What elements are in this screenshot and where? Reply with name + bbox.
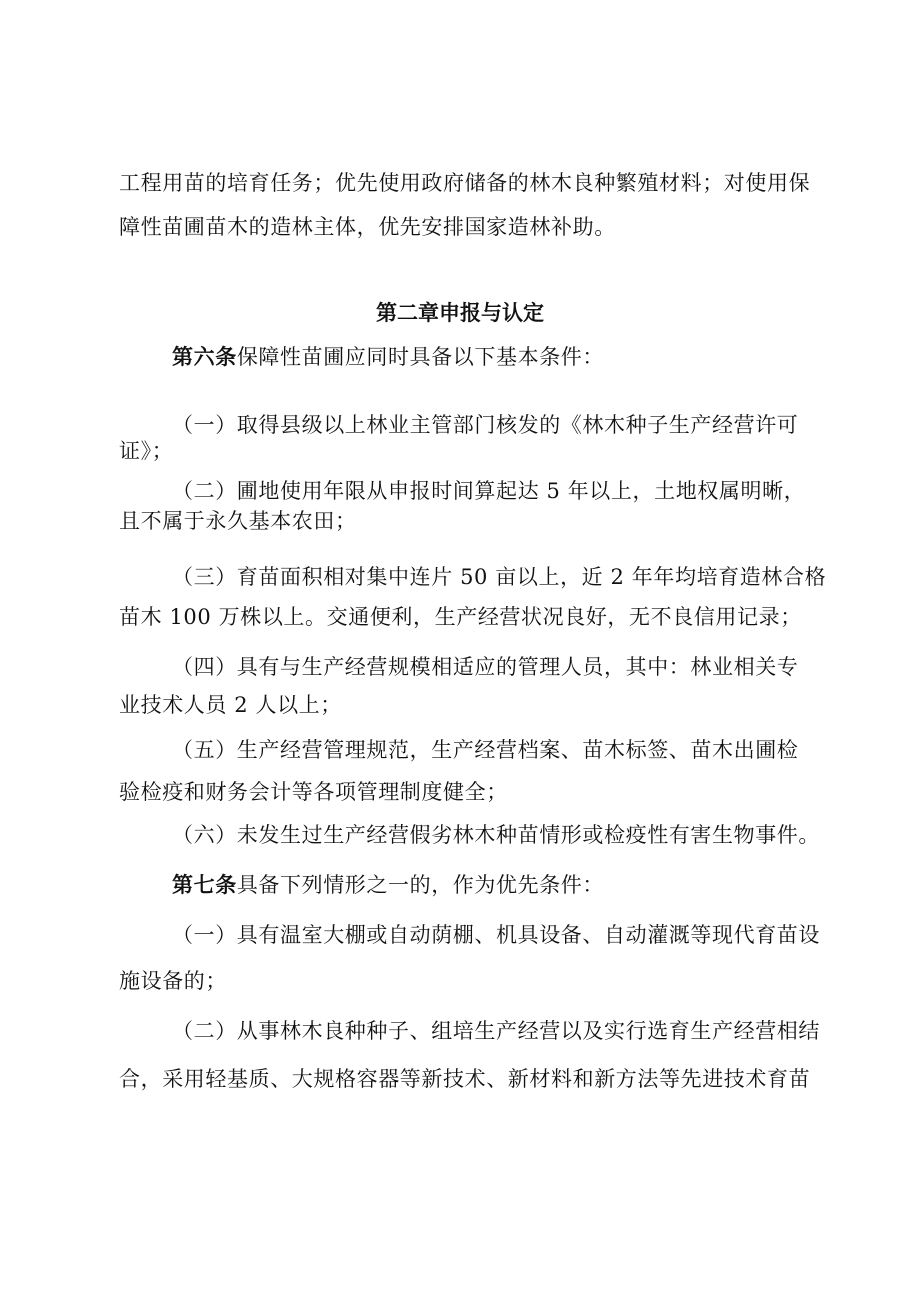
article-7-item-1: （一）具有温室大棚或自动荫棚、机具设备、自动灌溉等现代育苗设 (172, 923, 820, 947)
article-6-item-1-cont: 证》； (119, 439, 174, 463)
article-7-item-2: （二）从事林木良种种子、组培生产经营以及实行选育生产经营相结 (172, 1019, 820, 1043)
article-6-item-5: （五）生产经营管理规范，生产经营档案、苗木标签、苗木出圃检 (172, 738, 799, 762)
article-6-item-4-cont: 业技术人员 2 人以上； (119, 693, 342, 717)
article-6-text: 保障性苗圃应同时具备以下基本条件： (236, 345, 605, 369)
article-6-intro (172, 342, 872, 372)
article-6-item-3: （三）育苗面积相对集中连片 50 亩以上，近 2 年年均培育造林合格 (172, 565, 827, 589)
article-6-item-2: （二）圃地使用年限从申报时间算起达 5 年以上，土地权属明晰， (172, 479, 806, 503)
article-6-item-3-cont: 苗木 100 万株以上。交通便利，生产经营状况良好，无不良信用记录； (119, 605, 802, 629)
article-6-item-4: （四）具有与生产经营规模相适应的管理人员，其中：林业相关专 (172, 655, 799, 679)
article-6-item-6: （六）未发生过生产经营假劣林木种苗情形或检疫性有害生物事件。 (172, 823, 820, 847)
article-7-lead: 第七条 (172, 872, 237, 897)
article-6-item-5-cont: 验检疫和财务会计等各项管理制度健全； (119, 780, 508, 804)
article-7-item-1-cont: 施设备的； (119, 969, 227, 993)
article-7-text: 具备下列情形之一的，作为优先条件： (236, 873, 605, 897)
article-7-item-2-cont: 合，采用轻基质、大规格容器等新技术、新材料和新方法等先进技术育苗 (119, 1067, 811, 1091)
article-6-item-2-cont: 且不属于永久基本农田； (119, 509, 357, 533)
article-6-lead: 第六条 (172, 344, 237, 369)
article-7-intro (172, 870, 872, 900)
article-6-item-1: （一）取得县级以上林业主管部门核发的《林木种子生产经营许可 (172, 413, 799, 437)
chapter-heading: 第二章申报与认定 (376, 300, 544, 325)
paragraph-line: 障性苗圃苗木的造林主体，优先安排国家造林补助。 (119, 215, 616, 239)
paragraph-line: 工程用苗的培育任务；优先使用政府储备的林木良种繁殖材料；对使用保 (119, 171, 811, 195)
